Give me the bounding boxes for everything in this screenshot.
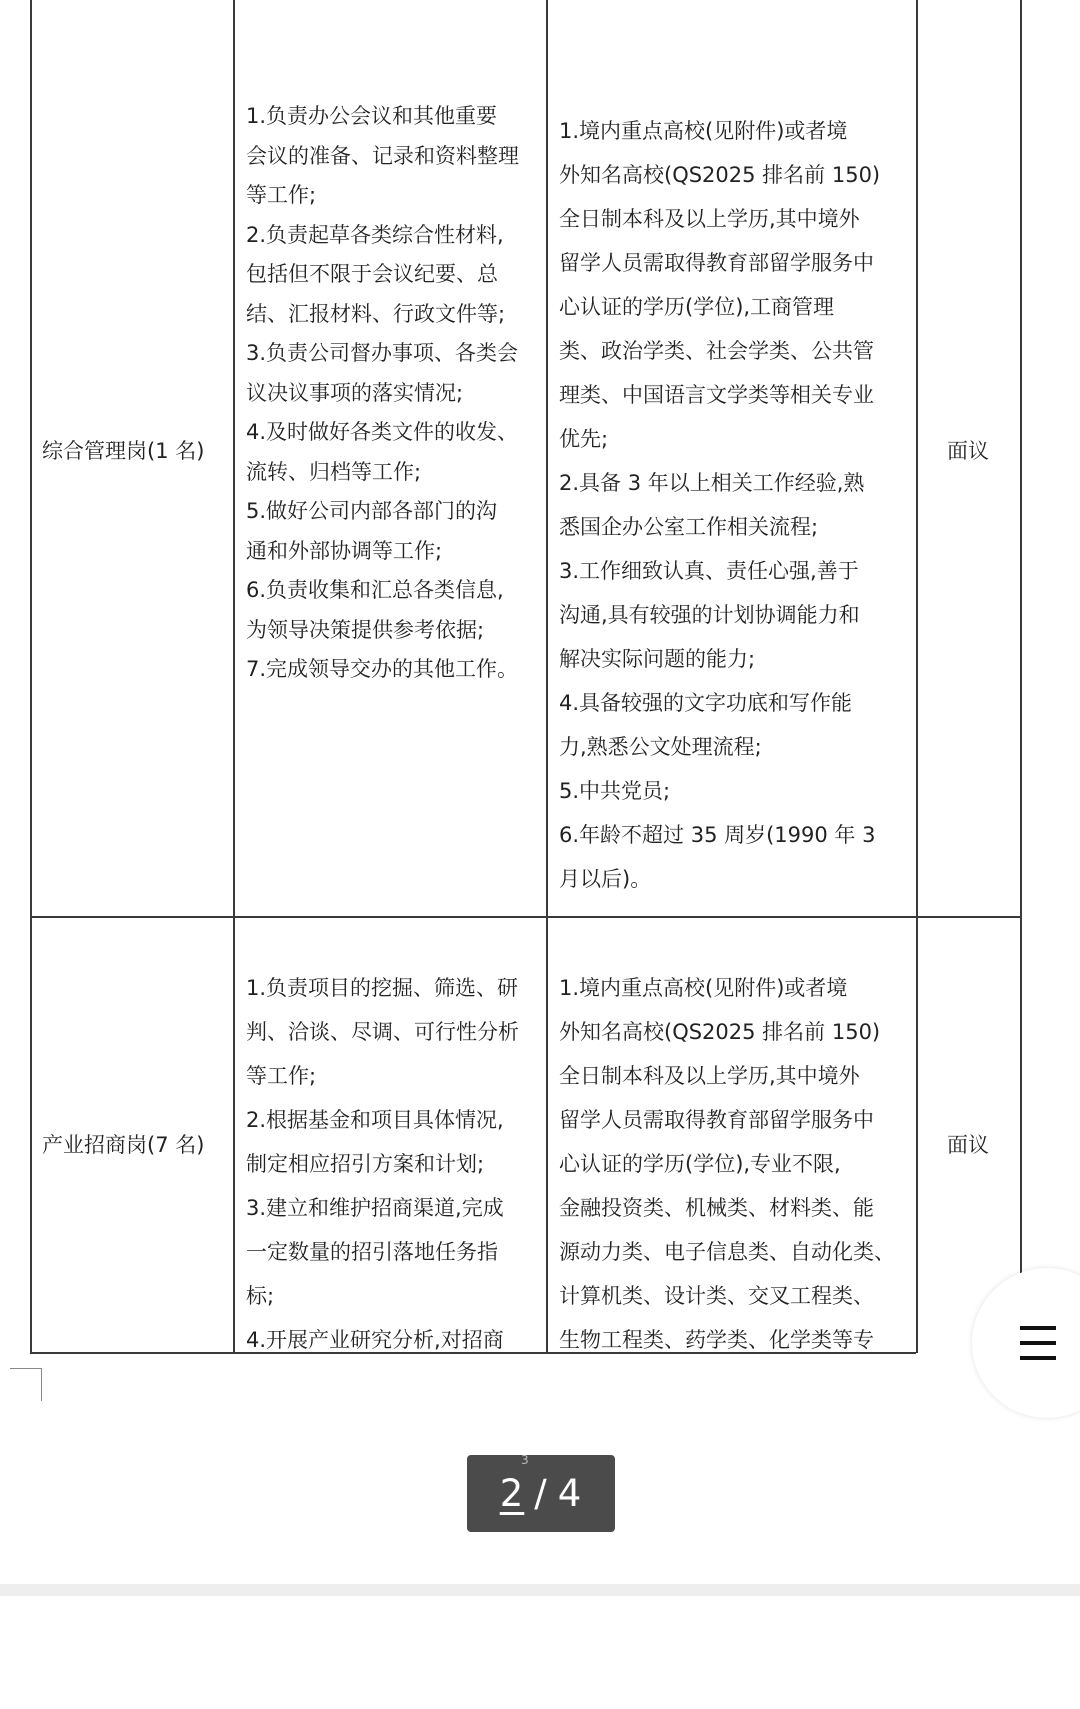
duty-line: 3.负责公司督办事项、各类会 [246,341,519,365]
current-page: 2 [499,1472,525,1515]
requirement-line: 生物工程类、药学类、化学类等专 [559,1328,874,1352]
requirement-line: 1.境内重点高校(见附件)或者境 [559,119,848,143]
table-divider-1 [233,0,235,1353]
duty-line: 5.做好公司内部各部门的沟 [246,499,498,523]
duties-cell [246,97,519,690]
duty-line: 4.及时做好各类文件的收发、 [246,420,519,444]
table-border-right [1020,0,1022,1353]
duty-line: 议决议事项的落实情况; [246,380,464,405]
duty-line: 判、洽谈、尽调、可行性分析 [246,1020,519,1044]
requirement-line: 4.具备较强的文字功底和写作能 [559,691,853,715]
requirement-line: 3.工作细致认真、责任心强,善于 [559,559,859,583]
duty-line: 流转、归档等工作; [246,459,422,484]
duty-line: 等工作; [246,1064,317,1088]
duty-line: 包括但不限于会议纪要、总 [246,262,498,286]
requirement-line: 解决实际问题的能力; [559,647,756,671]
requirement-line: 金融投资类、机械类、材料类、能 [559,1196,874,1220]
requirements-cell [559,969,895,1365]
requirement-line: 5.中共党员; [559,779,671,803]
row-separator [30,916,1021,918]
page-indicator[interactable] [467,1455,615,1532]
requirement-line: 留学人员需取得教育部留学服务中 [559,251,874,275]
requirement-line: 月以后)。 [559,867,652,891]
duty-line: 会议的准备、记录和资料整理 [246,143,519,168]
table-border-left [30,0,32,1353]
post-name: 综合管理岗(1 名) [42,439,205,463]
duty-line: 3.建立和维护招商渠道,完成 [246,1196,504,1220]
table-divider-3 [916,0,918,1353]
requirements-cell [559,112,880,904]
requirement-line: 沟通,具有较强的计划协调能力和 [559,603,860,627]
requirement-line: 全日制本科及以上学历,其中境外 [559,1064,860,1088]
requirement-line: 2.具备 3 年以上相关工作经验,熟 [559,471,865,495]
requirement-line: 全日制本科及以上学历,其中境外 [559,207,860,231]
duties-cell [246,969,519,1365]
duty-line: 为领导决策提供参考依据; [246,617,485,642]
duty-line: 通和外部协调等工作; [246,538,443,563]
requirement-line: 优先; [559,427,609,451]
requirement-line: 力,熟悉公文处理流程; [559,735,762,759]
duty-line: 4.开展产业研究分析,对招商 [246,1328,504,1352]
requirement-line: 类、政治学类、社会学类、公共管 [559,339,874,363]
requirement-line: 理类、中国语言文学类等相关专业 [559,383,874,407]
page-corner-mark [10,1368,42,1401]
requirement-line: 计算机类、设计类、交叉工程类、 [559,1284,874,1308]
duty-line: 制定相应招引方案和计划; [246,1152,485,1176]
requirement-line: 留学人员需取得教育部留学服务中 [559,1108,874,1132]
requirement-line: 外知名高校(QS2025 排名前 150) [559,1020,881,1044]
duty-line: 2.负责起草各类综合性材料, [246,222,504,247]
duty-line: 1.负责办公会议和其他重要 [246,104,498,128]
duty-line: 结、汇报材料、行政文件等; [246,301,506,326]
duty-line: 1.负责项目的挖掘、筛选、研 [246,976,519,1000]
requirement-line: 源动力类、电子信息类、自动化类、 [559,1240,895,1264]
recruit-method: 面议 [947,439,989,463]
duty-line: 2.根据基金和项目具体情况, [246,1108,504,1132]
duty-line: 等工作; [246,183,317,207]
hamburger-menu-icon[interactable] [1020,1326,1056,1360]
total-pages: 4 [557,1472,583,1515]
duty-line: 6.负责收集和汇总各类信息, [246,578,504,602]
post-name: 产业招商岗(7 名) [42,1133,205,1157]
requirement-line: 悉国企办公室工作相关流程; [559,515,819,539]
requirement-line: 外知名高校(QS2025 排名前 150) [559,163,881,187]
duty-line: 7.完成领导交办的其他工作。 [246,657,519,681]
page-marker: 3 [521,1453,529,1467]
duty-line: 标; [246,1284,275,1308]
requirement-line: 1.境内重点高校(见附件)或者境 [559,976,848,1000]
requirement-line: 6.年龄不超过 35 周岁(1990 年 3 [559,823,876,847]
recruit-method: 面议 [947,1133,989,1157]
duty-line: 一定数量的招引落地任务指 [246,1240,498,1264]
table-divider-2 [546,0,548,1353]
requirement-line: 心认证的学历(学位),专业不限, [559,1152,841,1176]
bottom-divider [0,1584,1080,1596]
page-separator: / [534,1472,548,1515]
requirement-line: 心认证的学历(学位),工商管理 [559,295,835,319]
